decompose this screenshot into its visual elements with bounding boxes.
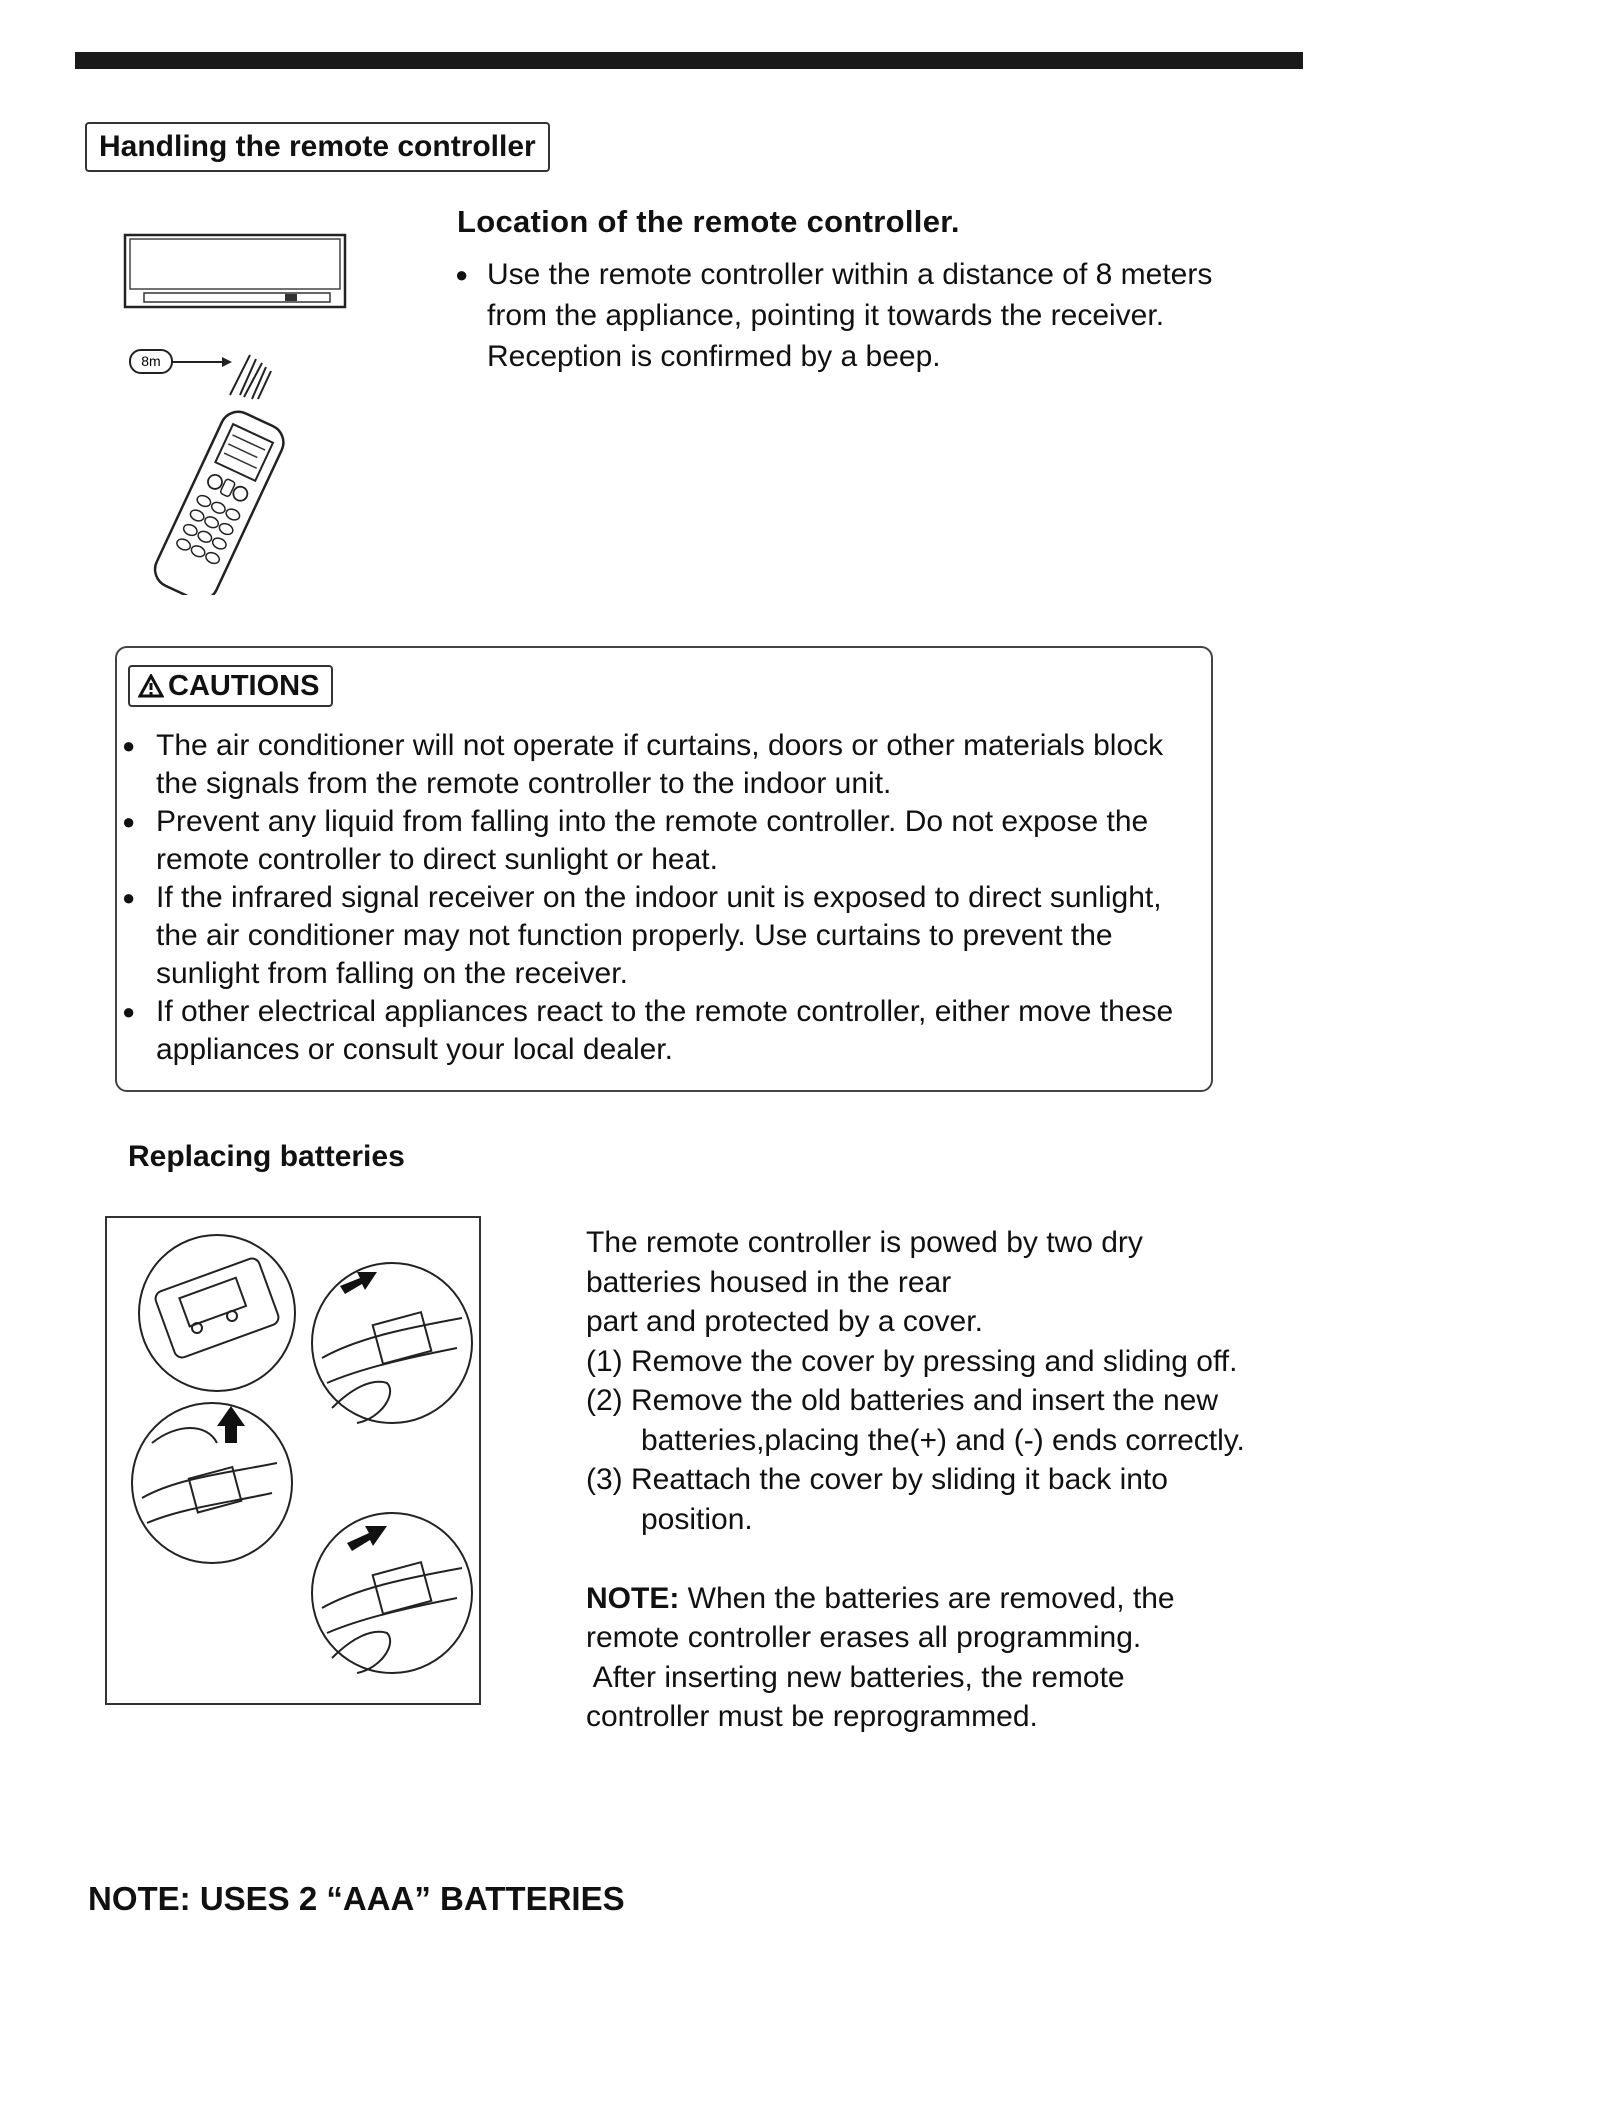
note-label: NOTE: xyxy=(586,1581,680,1615)
intro-line: The remote controller is powed by two dry xyxy=(586,1226,1143,1259)
bullet-icon: ● xyxy=(122,999,136,1024)
bullet-icon: ● xyxy=(122,809,136,834)
indoor-unit-icon xyxy=(125,235,345,307)
caution-item-text: If the infrared signal receiver on the indoor unit is exposed to direct sunlight, the air conditioner may not function properly. Use curtains to prevent the sunlight from falling on the receiver. xyxy=(156,881,1162,990)
step-1: (1) Remove the cover by pressing and sliding off. xyxy=(586,1344,1238,1378)
note-text: When the batteries are removed, the xyxy=(679,1581,1175,1615)
location-bullet-text: Use the remote controller within a distance of 8 meters from the appliance, pointing it towards the receiver. Reception is confirmed by a beep. xyxy=(487,258,1213,373)
caution-item xyxy=(122,727,1202,803)
caution-item-text: If other electrical appliances react to the remote controller, either move these appliances or consult your local dealer. xyxy=(156,995,1174,1066)
final-note: NOTE: USES 2 “AAA” BATTERIES xyxy=(88,1880,625,1917)
bullet-icon: ● xyxy=(122,885,136,910)
caution-item xyxy=(122,803,1202,879)
note-line: After inserting new batteries, the remote xyxy=(586,1660,1125,1694)
remote-location-illustration xyxy=(110,225,370,595)
battery-illustration-frame xyxy=(105,1216,481,1705)
intro-line: part and protected by a cover. xyxy=(586,1305,983,1338)
spacer xyxy=(586,1539,1326,1579)
note-line: controller must be reprogrammed. xyxy=(586,1700,1038,1733)
top-rule xyxy=(75,52,1303,69)
signal-icon xyxy=(230,355,271,399)
intro-line: batteries housed in the rear xyxy=(586,1265,952,1299)
location-bullet xyxy=(455,254,1255,377)
caution-item xyxy=(122,879,1202,993)
caution-item xyxy=(122,993,1202,1069)
caution-item-text: Prevent any liquid from falling into the remote controller. Do not expose the remote controller to direct sunlight or heat. xyxy=(156,805,1149,876)
cautions-label xyxy=(128,665,333,707)
step-3-continued: position. xyxy=(641,1502,753,1536)
replacing-heading: Replacing batteries xyxy=(128,1140,405,1173)
step-3: (3) Reattach the cover by sliding it back into xyxy=(586,1463,1168,1496)
section-title-box xyxy=(85,122,550,172)
note-line xyxy=(586,1579,1326,1619)
cautions-label-text: CAUTIONS xyxy=(168,669,320,702)
cautions-list xyxy=(122,727,1202,1069)
step-2: (2) Remove the old batteries and insert the new xyxy=(586,1384,1219,1417)
bullet-icon: ● xyxy=(122,733,136,758)
section-title: Handling the remote controller xyxy=(99,130,536,163)
location-heading: Location of the remote controller. xyxy=(457,204,960,239)
warning-icon xyxy=(138,674,164,698)
note-line: remote controller erases all programming. xyxy=(586,1621,1142,1654)
caution-item-text: The air conditioner will not operate if curtains, doors or other materials block the signals from the remote controller to the indoor unit. xyxy=(156,729,1164,800)
replacing-instructions xyxy=(586,1223,1326,1737)
remote-controller-icon xyxy=(149,406,289,595)
step-2-continued: batteries,placing the(+) and (-) ends correctly. xyxy=(641,1423,1245,1457)
distance-badge-text: 8m xyxy=(141,353,161,369)
battery-replacement-illustration xyxy=(107,1218,479,1703)
distance-badge xyxy=(130,350,232,373)
bullet-icon: ● xyxy=(455,262,469,287)
